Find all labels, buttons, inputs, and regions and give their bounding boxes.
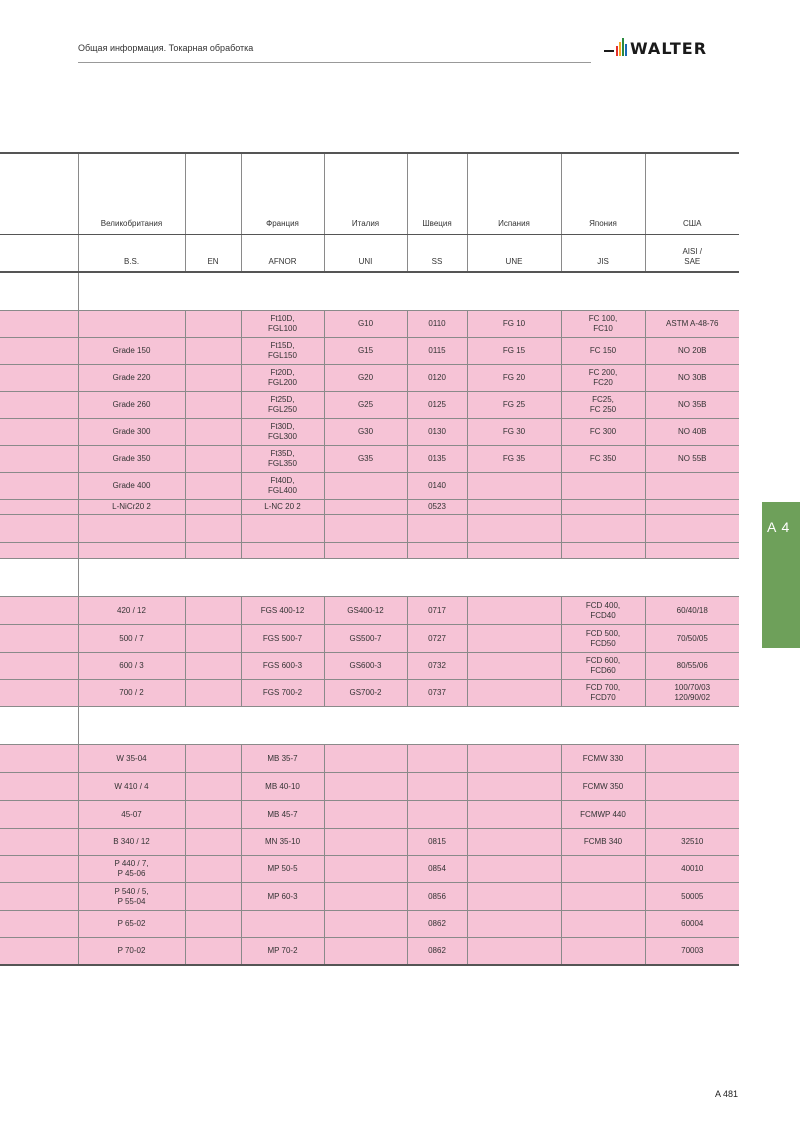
- table-cell: [0, 801, 78, 829]
- table-cell: Grade 350: [78, 446, 185, 473]
- table-cell: [0, 653, 78, 680]
- page-header-title: Общая информация. Токарная обработка: [78, 43, 254, 53]
- table-cell: Ft25D, FGL250: [241, 392, 324, 419]
- table-row: [0, 883, 739, 911]
- walter-logo-text: WALTER: [630, 39, 708, 58]
- table-cell: [0, 938, 78, 966]
- table-cell: FG 35: [467, 446, 561, 473]
- table-cell: [185, 829, 241, 856]
- table-cell: Ft35D, FGL350: [241, 446, 324, 473]
- table-cell: MP 70-2: [241, 938, 324, 966]
- table-cell: [467, 773, 561, 801]
- table-row: [0, 597, 739, 625]
- table-row: [0, 419, 739, 446]
- header-row-countries: [0, 153, 739, 235]
- table-row: [0, 500, 739, 515]
- table-row: [0, 473, 739, 500]
- table-cell: [467, 856, 561, 883]
- table-cell: G35: [324, 446, 407, 473]
- table-cell: [185, 446, 241, 473]
- table-cell: FC25, FC 250: [561, 392, 645, 419]
- table-row: [0, 911, 739, 938]
- table-cell: FCMWP 440: [561, 801, 645, 829]
- table-cell: 500 / 7: [78, 625, 185, 653]
- table-row: [0, 625, 739, 653]
- table-cell: MP 50-5: [241, 856, 324, 883]
- table-cell: FC 150: [561, 338, 645, 365]
- column-header: Италия: [324, 153, 407, 235]
- table-cell: 60/40/18: [645, 597, 739, 625]
- section-tab[interactable]: [762, 502, 800, 648]
- table-cell: 600 / 3: [78, 653, 185, 680]
- table-cell: [185, 338, 241, 365]
- table-cell: FGS 700-2: [241, 680, 324, 707]
- table-cell: [407, 801, 467, 829]
- table-cell: [324, 543, 407, 559]
- table-cell: [467, 883, 561, 911]
- table-cell: P 440 / 7, P 45-06: [78, 856, 185, 883]
- table-cell: [645, 773, 739, 801]
- table-cell: 0862: [407, 911, 467, 938]
- table-cell: FGS 500-7: [241, 625, 324, 653]
- table-cell: G25: [324, 392, 407, 419]
- table-cell: [561, 938, 645, 966]
- table-cell: [0, 625, 78, 653]
- table-cell: MB 45-7: [241, 801, 324, 829]
- column-header: Япония: [561, 153, 645, 235]
- table-cell: [407, 515, 467, 543]
- table-row: [0, 773, 739, 801]
- table-cell: GS700-2: [324, 680, 407, 707]
- table-cell: [561, 856, 645, 883]
- table-cell: [185, 856, 241, 883]
- table-cell: 0815: [407, 829, 467, 856]
- table-cell: [0, 911, 78, 938]
- column-header: Франция: [241, 153, 324, 235]
- table-cell: [241, 911, 324, 938]
- section-divider-row: [0, 707, 739, 745]
- table-cell: 0135: [407, 446, 467, 473]
- table-cell: G15: [324, 338, 407, 365]
- table-cell: [185, 515, 241, 543]
- table-cell: 32510: [645, 829, 739, 856]
- table-cell: [185, 938, 241, 966]
- table-cell: 70003: [645, 938, 739, 966]
- table-cell: [0, 392, 78, 419]
- column-header: [185, 153, 241, 235]
- table-cell: [407, 745, 467, 773]
- table-cell: [467, 543, 561, 559]
- table-row: [0, 515, 739, 543]
- table-cell: [185, 653, 241, 680]
- table-cell: 0523: [407, 500, 467, 515]
- table-cell: 0130: [407, 419, 467, 446]
- table-cell: [0, 543, 78, 559]
- table-cell: [467, 911, 561, 938]
- table-cell: [324, 911, 407, 938]
- section-tab-label: A 4: [767, 519, 791, 535]
- table-cell: 0856: [407, 883, 467, 911]
- table-cell: [0, 419, 78, 446]
- table-cell: [467, 745, 561, 773]
- table-row: [0, 365, 739, 392]
- table-cell: [185, 419, 241, 446]
- table-cell: [185, 311, 241, 338]
- table-cell: 420 / 12: [78, 597, 185, 625]
- table-cell: 45-07: [78, 801, 185, 829]
- table-cell: [185, 883, 241, 911]
- table-cell: GS600-3: [324, 653, 407, 680]
- table-cell: [561, 473, 645, 500]
- column-header: AFNOR: [241, 235, 324, 273]
- table-cell: [467, 473, 561, 500]
- column-header: UNI: [324, 235, 407, 273]
- table-cell: FG 20: [467, 365, 561, 392]
- table-cell: [324, 515, 407, 543]
- material-equivalents-table: [0, 152, 739, 966]
- table-cell: [185, 365, 241, 392]
- table-cell: [0, 883, 78, 911]
- table-cell: B 340 / 12: [78, 829, 185, 856]
- table-cell: Grade 260: [78, 392, 185, 419]
- table-cell: 0727: [407, 625, 467, 653]
- table-row: [0, 392, 739, 419]
- table-cell: [324, 500, 407, 515]
- table-cell: Ft15D, FGL150: [241, 338, 324, 365]
- table-row: [0, 446, 739, 473]
- column-header: JIS: [561, 235, 645, 273]
- walter-logo: [604, 38, 742, 63]
- table-cell: 0120: [407, 365, 467, 392]
- table-cell: [0, 680, 78, 707]
- table-cell: FGS 600-3: [241, 653, 324, 680]
- table-cell: FCD 400, FCD40: [561, 597, 645, 625]
- table-cell: NO 35B: [645, 392, 739, 419]
- table-cell: W 410 / 4: [78, 773, 185, 801]
- table-cell: [241, 543, 324, 559]
- page-number: A 481: [715, 1089, 739, 1099]
- table-cell: [0, 707, 78, 745]
- table-cell: GS400-12: [324, 597, 407, 625]
- table-cell: [467, 515, 561, 543]
- table-cell: [561, 500, 645, 515]
- table-row: [0, 653, 739, 680]
- table-cell: NO 30B: [645, 365, 739, 392]
- table-cell: NO 20B: [645, 338, 739, 365]
- table-row: [0, 543, 739, 559]
- table-cell: 0140: [407, 473, 467, 500]
- table-cell: [0, 473, 78, 500]
- table-cell: [467, 680, 561, 707]
- table-row: [0, 311, 739, 338]
- table-cell: 50005: [645, 883, 739, 911]
- table-cell: [645, 543, 739, 559]
- table-cell: [78, 559, 739, 597]
- table-cell: [185, 500, 241, 515]
- table-cell: [467, 597, 561, 625]
- table-cell: FCMW 330: [561, 745, 645, 773]
- column-header: США: [645, 153, 739, 235]
- table-cell: [467, 938, 561, 966]
- table-cell: 700 / 2: [78, 680, 185, 707]
- table-cell: ASTM A-48-76: [645, 311, 739, 338]
- table-cell: MB 40-10: [241, 773, 324, 801]
- table-cell: [467, 829, 561, 856]
- table-cell: [78, 515, 185, 543]
- table-cell: FG 25: [467, 392, 561, 419]
- walter-logo-mark: [604, 38, 742, 58]
- column-header: AISI / SAE: [645, 235, 739, 273]
- table-cell: [467, 625, 561, 653]
- table-cell: Ft40D, FGL400: [241, 473, 324, 500]
- table-cell: L-NC 20 2: [241, 500, 324, 515]
- table-cell: [185, 680, 241, 707]
- table-cell: [185, 801, 241, 829]
- table-cell: G30: [324, 419, 407, 446]
- table-cell: [645, 801, 739, 829]
- table-cell: NO 55B: [645, 446, 739, 473]
- table-cell: P 540 / 5, P 55-04: [78, 883, 185, 911]
- table-cell: FG 30: [467, 419, 561, 446]
- table-cell: [0, 856, 78, 883]
- table-cell: FCMB 340: [561, 829, 645, 856]
- table-cell: [185, 745, 241, 773]
- table-cell: Grade 400: [78, 473, 185, 500]
- table-cell: [0, 338, 78, 365]
- table-cell: [0, 500, 78, 515]
- table-cell: 70/50/05: [645, 625, 739, 653]
- table-cell: 0125: [407, 392, 467, 419]
- table-cell: [185, 543, 241, 559]
- column-header: Испания: [467, 153, 561, 235]
- table-cell: [185, 773, 241, 801]
- table-cell: P 70-02: [78, 938, 185, 966]
- table-cell: NO 40B: [645, 419, 739, 446]
- table-row: [0, 856, 739, 883]
- table-cell: [324, 856, 407, 883]
- table-cell: [0, 829, 78, 856]
- table-row: [0, 680, 739, 707]
- table-cell: [467, 801, 561, 829]
- table-cell: [185, 911, 241, 938]
- table-cell: [185, 473, 241, 500]
- table-row: [0, 801, 739, 829]
- table-cell: [0, 446, 78, 473]
- table-cell: [645, 745, 739, 773]
- column-header: [0, 235, 78, 273]
- table-cell: [324, 773, 407, 801]
- table-cell: [324, 745, 407, 773]
- table-cell: 40010: [645, 856, 739, 883]
- table-cell: FG 10: [467, 311, 561, 338]
- table-row: [0, 829, 739, 856]
- table-cell: FC 350: [561, 446, 645, 473]
- table-cell: Grade 300: [78, 419, 185, 446]
- table-cell: FC 100, FC10: [561, 311, 645, 338]
- table-cell: Ft30D, FGL300: [241, 419, 324, 446]
- table-cell: 0732: [407, 653, 467, 680]
- table-cell: 80/55/06: [645, 653, 739, 680]
- table-cell: [561, 911, 645, 938]
- table-cell: [561, 543, 645, 559]
- table-cell: G20: [324, 365, 407, 392]
- table-row: [0, 938, 739, 966]
- table-cell: [185, 625, 241, 653]
- table-cell: FGS 400-12: [241, 597, 324, 625]
- table-cell: [78, 311, 185, 338]
- column-header: Великобритания: [78, 153, 185, 235]
- table-cell: W 35-04: [78, 745, 185, 773]
- table-cell: [467, 653, 561, 680]
- table-cell: [0, 773, 78, 801]
- table-cell: [185, 597, 241, 625]
- table-cell: [78, 543, 185, 559]
- table-cell: MP 60-3: [241, 883, 324, 911]
- table-cell: [78, 272, 739, 311]
- table-cell: [324, 801, 407, 829]
- table-cell: Grade 220: [78, 365, 185, 392]
- table-cell: [407, 773, 467, 801]
- header-row-standards: [0, 235, 739, 273]
- section-divider-row: [0, 272, 739, 311]
- table-cell: FCD 600, FCD60: [561, 653, 645, 680]
- table-cell: Grade 150: [78, 338, 185, 365]
- table-cell: [0, 365, 78, 392]
- table-cell: [645, 500, 739, 515]
- table-cell: [0, 745, 78, 773]
- column-header: B.S.: [78, 235, 185, 273]
- table-cell: L-NiCr20 2: [78, 500, 185, 515]
- table-cell: [324, 938, 407, 966]
- table-cell: MB 35-7: [241, 745, 324, 773]
- table-cell: FCD 500, FCD50: [561, 625, 645, 653]
- table-cell: [561, 883, 645, 911]
- table-cell: [0, 597, 78, 625]
- table-cell: [467, 500, 561, 515]
- table-cell: [407, 543, 467, 559]
- column-header: EN: [185, 235, 241, 273]
- table-cell: FCD 700, FCD70: [561, 680, 645, 707]
- table-cell: FCMW 350: [561, 773, 645, 801]
- column-header: UNE: [467, 235, 561, 273]
- table-cell: FC 300: [561, 419, 645, 446]
- column-header: [0, 153, 78, 235]
- table-cell: FC 200, FC20: [561, 365, 645, 392]
- table-cell: [0, 311, 78, 338]
- table-row: [0, 338, 739, 365]
- table-cell: P 65-02: [78, 911, 185, 938]
- table-cell: MN 35-10: [241, 829, 324, 856]
- table-cell: 0717: [407, 597, 467, 625]
- column-header: Швеция: [407, 153, 467, 235]
- table-cell: Ft10D, FGL100: [241, 311, 324, 338]
- table-cell: 0737: [407, 680, 467, 707]
- table-cell: [78, 707, 739, 745]
- table-cell: [0, 559, 78, 597]
- table-cell: 0862: [407, 938, 467, 966]
- header-rule: [78, 62, 591, 63]
- table-cell: [324, 829, 407, 856]
- table-cell: 0110: [407, 311, 467, 338]
- table-row: [0, 745, 739, 773]
- table-cell: Ft20D, FGL200: [241, 365, 324, 392]
- table-cell: G10: [324, 311, 407, 338]
- table-cell: [324, 473, 407, 500]
- table-cell: [645, 515, 739, 543]
- table-cell: 0115: [407, 338, 467, 365]
- table-cell: 60004: [645, 911, 739, 938]
- column-header: SS: [407, 235, 467, 273]
- table-cell: [241, 515, 324, 543]
- table-cell: [645, 473, 739, 500]
- table-cell: [561, 515, 645, 543]
- table-cell: [185, 392, 241, 419]
- table-cell: 0854: [407, 856, 467, 883]
- table-cell: FG 15: [467, 338, 561, 365]
- table-cell: [324, 883, 407, 911]
- table-cell: [0, 272, 78, 311]
- section-divider-row: [0, 559, 739, 597]
- table-cell: [0, 515, 78, 543]
- table-cell: 100/70/03 120/90/02: [645, 680, 739, 707]
- table-cell: GS500-7: [324, 625, 407, 653]
